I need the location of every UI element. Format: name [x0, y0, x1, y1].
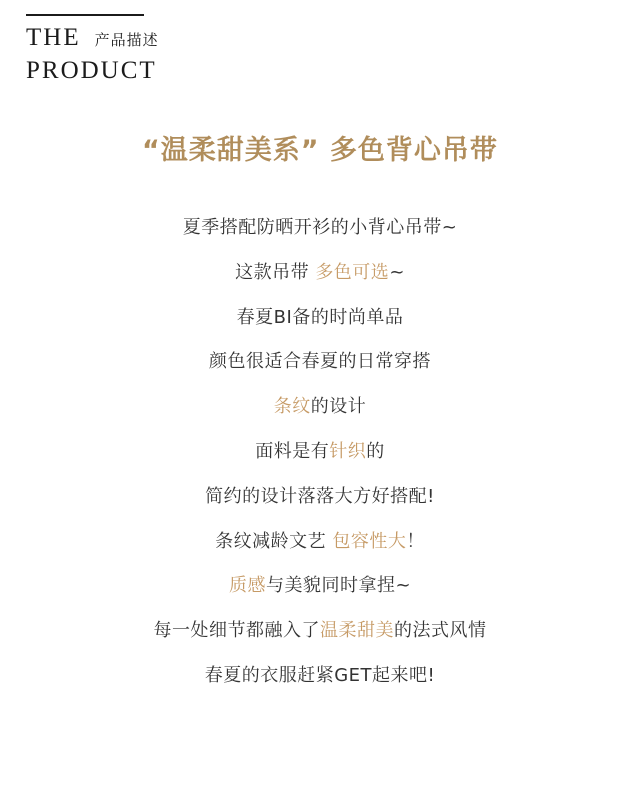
plain-text: 这款吊带 — [235, 261, 316, 283]
header-divider — [26, 14, 144, 16]
highlighted-text: 质感 — [228, 575, 266, 597]
header-title-line2: PRODUCT — [26, 57, 157, 85]
description-line — [0, 564, 640, 609]
description-line — [0, 385, 640, 430]
plain-text: 春夏BI备的时尚单品 — [236, 306, 404, 328]
description-lines — [0, 206, 640, 699]
highlighted-text: 针织 — [329, 440, 367, 462]
header-title-line1: THE — [26, 24, 81, 51]
page-title: “温柔甜美系” 多色背心吊带 — [142, 135, 498, 166]
plain-text: 与美貌同时拿捏~ — [265, 575, 412, 597]
description-line — [0, 654, 640, 699]
description-line — [0, 430, 640, 475]
highlighted-text: 多色可选 — [315, 261, 390, 283]
plain-text: 每一处细节都融入了 — [153, 620, 320, 642]
description-line — [0, 609, 640, 654]
description-line — [0, 340, 640, 385]
header-top-row — [26, 22, 346, 53]
plain-text: 简约的设计落落大方好搭配! — [205, 485, 435, 507]
plain-text: 夏季搭配防晒开衫的小背心吊带~ — [182, 217, 458, 238]
description-line — [0, 206, 640, 251]
plain-text: 春夏的衣服赶紧GET起来吧! — [204, 664, 436, 686]
plain-text: 的法式风情 — [394, 620, 487, 642]
description-line — [0, 251, 640, 296]
plain-text: ！ — [406, 530, 425, 552]
description-line — [0, 520, 640, 565]
highlighted-text: 温柔甜美 — [320, 620, 394, 642]
description-line — [0, 475, 640, 520]
header — [26, 14, 346, 87]
header-subtitle-cn: 产品描述 — [94, 31, 159, 49]
plain-text: 的设计 — [310, 396, 367, 418]
plain-text: 条纹减龄文艺 — [215, 530, 333, 552]
plain-text: 颜色很适合春夏的日常穿搭 — [209, 351, 431, 373]
plain-text: 面料是有 — [255, 440, 330, 462]
description-line — [0, 296, 640, 341]
plain-text: ~ — [389, 261, 405, 283]
plain-text: 的 — [366, 440, 385, 462]
highlighted-text: 包容性大 — [332, 530, 407, 552]
highlighted-text: 条纹 — [273, 396, 311, 418]
